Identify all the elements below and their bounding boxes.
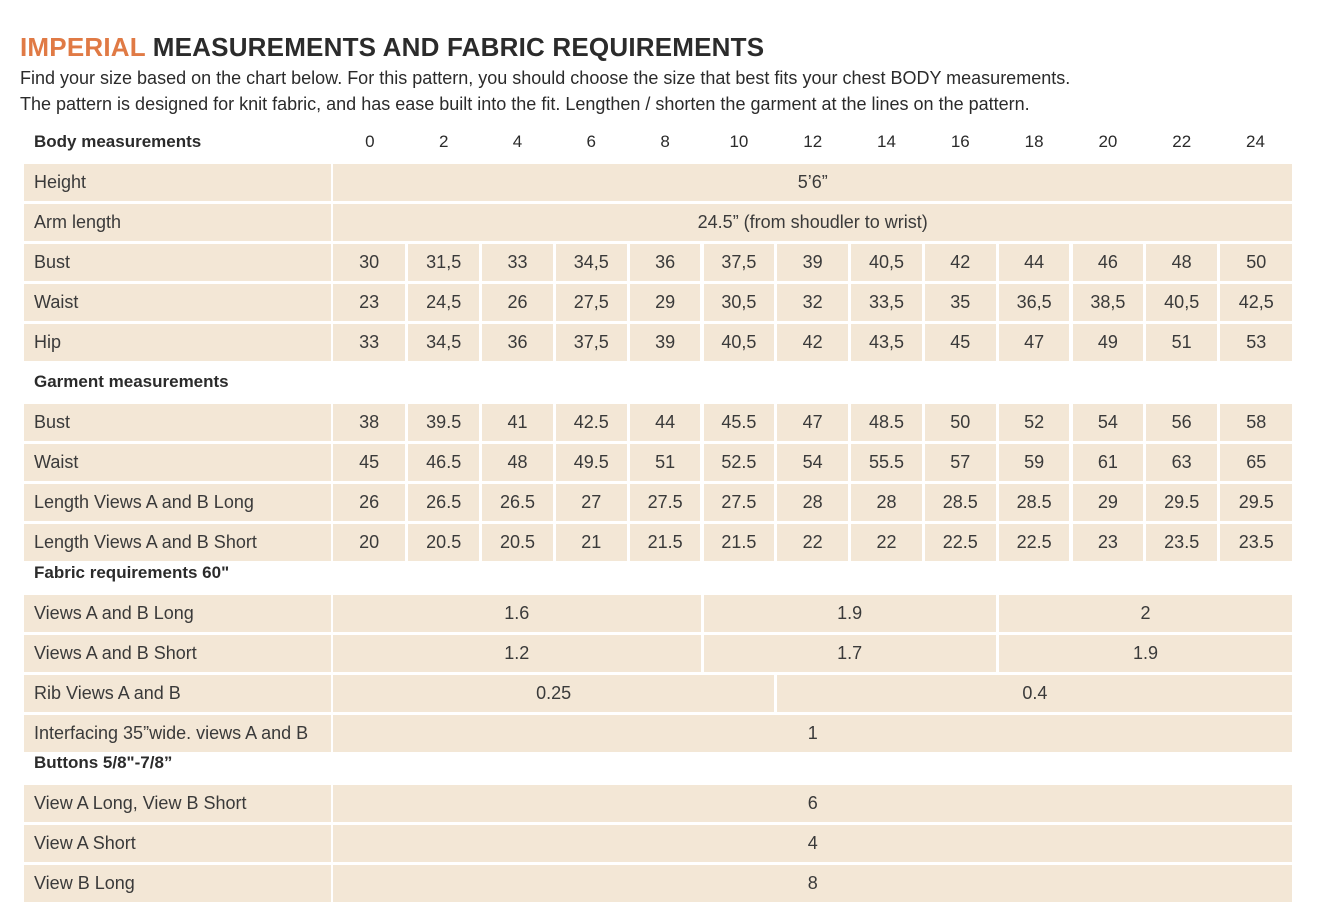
table-cell: 59 [999,444,1070,481]
merged-cell: 1.9 [704,595,996,632]
table-cell: 23.5 [1220,524,1292,561]
table-cell: 49.5 [556,444,627,481]
table-cell: 33 [482,244,553,281]
row-label: Bust [24,244,331,281]
table-cell: 46.5 [408,444,479,481]
merged-cell: 2 [999,595,1293,632]
table-cell: 31,5 [408,244,479,281]
size-header: 4 [512,132,523,151]
table-cell: 26.5 [482,484,553,521]
merged-cell: 0.25 [333,675,774,712]
table-cell: 26.5 [408,484,479,521]
merged-cell: 8 [333,865,1292,902]
section-heading: Buttons 5/8"-7/8” [34,753,173,772]
row-label: Interfacing 35”wide. views A and B [24,715,331,752]
table-cell: 54 [777,444,848,481]
table-cell: 33,5 [851,284,922,321]
row-label: Waist [24,444,331,481]
row-label: Hip [24,324,331,361]
section-heading: Fabric requirements 60" [34,563,230,582]
table-cell: 29.5 [1220,484,1292,521]
row-label: Rib Views A and B [24,675,331,712]
size-header: 20 [1098,132,1118,151]
table-cell: 21.5 [704,524,775,561]
table-cell: 36 [630,244,701,281]
merged-cell: 0.4 [777,675,1292,712]
table-cell: 37,5 [556,324,627,361]
table-cell: 29 [630,284,701,321]
table-cell: 58 [1220,404,1292,441]
table-cell: 34,5 [408,324,479,361]
table-cell: 28.5 [925,484,996,521]
table-cell: 38 [333,404,405,441]
table-cell: 52.5 [704,444,775,481]
table-cell: 27,5 [556,284,627,321]
table-cell: 50 [925,404,996,441]
merged-cell: 4 [333,825,1292,862]
table-cell: 47 [777,404,848,441]
table-cell: 26 [333,484,405,521]
table-cell: 35 [925,284,996,321]
table-cell: 50 [1220,244,1292,281]
table-cell: 42 [777,324,848,361]
table-cell: 61 [1073,444,1144,481]
intro-line: The pattern is designed for knit fabric, and has ease built into the fit. Lengthen / shorten the garment at the lines on the pattern. [20,94,1030,114]
table-cell: 42 [925,244,996,281]
size-header: 18 [1024,132,1044,151]
table-cell: 22 [777,524,848,561]
row-label: View A Long, View B Short [24,785,331,822]
table-cell: 51 [630,444,701,481]
table-cell: 57 [925,444,996,481]
merged-cell: 24.5” (from shoudler to wrist) [333,204,1292,241]
table-cell: 39 [630,324,701,361]
table-cell: 47 [999,324,1070,361]
row-label: Height [24,164,331,201]
table-cell: 40,5 [851,244,922,281]
table-cell: 20.5 [408,524,479,561]
table-cell: 44 [630,404,701,441]
table-cell: 29.5 [1146,484,1217,521]
size-header: 6 [586,132,597,151]
size-header: 8 [660,132,670,151]
section-heading: Body measurements [34,132,202,151]
table-cell: 48.5 [851,404,922,441]
table-cell: 27.5 [630,484,701,521]
table-cell: 27 [556,484,627,521]
table-cell: 30,5 [704,284,775,321]
table-cell: 55.5 [851,444,922,481]
table-cell: 34,5 [556,244,627,281]
table-cell: 36,5 [999,284,1070,321]
table-cell: 40,5 [704,324,775,361]
size-header: 14 [877,132,896,151]
row-label: Views A and B Short [24,635,331,672]
size-header: 10 [729,132,749,151]
table-cell: 56 [1146,404,1217,441]
merged-cell: 1.6 [333,595,701,632]
table-cell: 45 [925,324,996,361]
row-label: Waist [24,284,331,321]
table-cell: 53 [1220,324,1292,361]
row-label: Arm length [24,204,331,241]
table-cell: 26 [482,284,553,321]
size-header: 0 [365,132,375,151]
table-cell: 39.5 [408,404,479,441]
row-label: Views A and B Long [24,595,331,632]
merged-cell: 1.2 [333,635,701,672]
table-cell: 63 [1146,444,1217,481]
table-cell: 22.5 [925,524,996,561]
merged-cell: 5’6” [333,164,1292,201]
table-cell: 28 [851,484,922,521]
table-cell: 23 [1073,524,1144,561]
row-label: View B Long [24,865,331,902]
table-cell: 41 [482,404,553,441]
table-cell: 49 [1073,324,1144,361]
table-cell: 46 [1073,244,1144,281]
row-label: Length Views A and B Short [24,524,331,561]
table-cell: 20.5 [482,524,553,561]
table-cell: 42.5 [556,404,627,441]
merged-cell: 1.7 [704,635,996,672]
table-cell: 36 [482,324,553,361]
table-cell: 23.5 [1146,524,1217,561]
table-cell: 48 [1146,244,1217,281]
merged-cell: 1.9 [999,635,1293,672]
table-cell: 45.5 [704,404,775,441]
title-accent: IMPERIAL [20,32,146,62]
table-cell: 51 [1146,324,1217,361]
merged-cell: 1 [333,715,1292,752]
table-cell: 44 [999,244,1070,281]
size-header: 12 [803,132,823,151]
title-rest: MEASUREMENTS AND FABRIC REQUIREMENTS [145,32,765,62]
table-cell: 65 [1220,444,1292,481]
size-header: 2 [438,132,449,151]
table-cell: 27.5 [704,484,775,521]
table-cell: 48 [482,444,553,481]
size-header: 22 [1172,132,1192,151]
table-cell: 45 [333,444,405,481]
size-header: 16 [950,132,970,151]
table-cell: 42,5 [1220,284,1292,321]
table-cell: 43,5 [851,324,922,361]
merged-cell: 6 [333,785,1292,822]
table-cell: 54 [1073,404,1144,441]
table-cell: 29 [1073,484,1144,521]
table-cell: 20 [333,524,405,561]
table-cell: 22.5 [999,524,1070,561]
row-label: View A Short [24,825,331,862]
table-cell: 23 [333,284,405,321]
table-cell: 28 [777,484,848,521]
row-label: Bust [24,404,331,441]
table-cell: 39 [777,244,848,281]
table-cell: 37,5 [704,244,775,281]
intro-line: Find your size based on the chart below. For this pattern, you should choose the size that best fits your chest BODY measurements. [20,68,1071,88]
table-cell: 38,5 [1073,284,1144,321]
table-cell: 21.5 [630,524,701,561]
table-cell: 28.5 [999,484,1070,521]
table-cell: 30 [333,244,405,281]
table-cell: 40,5 [1146,284,1217,321]
table-cell: 52 [999,404,1070,441]
table-cell: 32 [777,284,848,321]
table-cell: 21 [556,524,627,561]
size-header: 24 [1246,132,1265,151]
table-cell: 22 [851,524,922,561]
table-cell: 33 [333,324,405,361]
table-cell: 24,5 [408,284,479,321]
row-label: Length Views A and B Long [24,484,331,521]
section-heading: Garment measurements [34,372,229,391]
